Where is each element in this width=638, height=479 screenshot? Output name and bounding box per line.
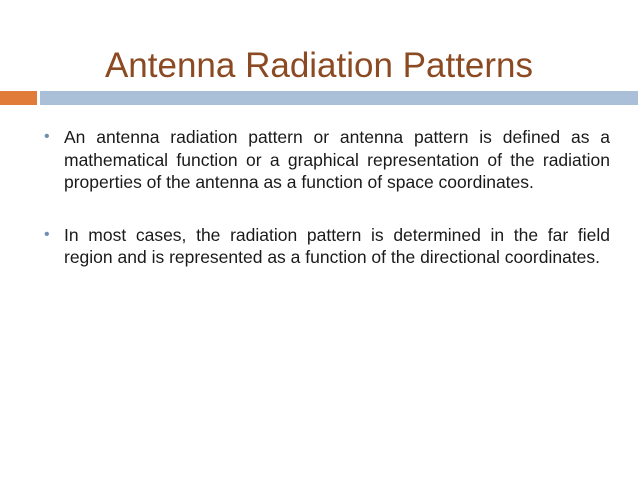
title-underline-bar (40, 91, 638, 105)
bullet-text: An antenna radiation pattern or antenna pattern is defined as a mathematical function or a graphical representation of the radiation properties of the antenna as a function of space coordinates. (64, 127, 610, 192)
bullet-list (44, 126, 610, 299)
bullet-icon: • (44, 128, 50, 145)
bullet-item (44, 224, 610, 269)
bullet-icon: • (44, 225, 50, 243)
bullet-item (44, 126, 610, 194)
title-underline-accent (0, 91, 37, 105)
slide-title: Antenna Radiation Patterns (104, 46, 534, 85)
bullet-text: In most cases, the radiation pattern is determined in the far field region and is represented as a function of the directional coordinates. (64, 224, 610, 267)
